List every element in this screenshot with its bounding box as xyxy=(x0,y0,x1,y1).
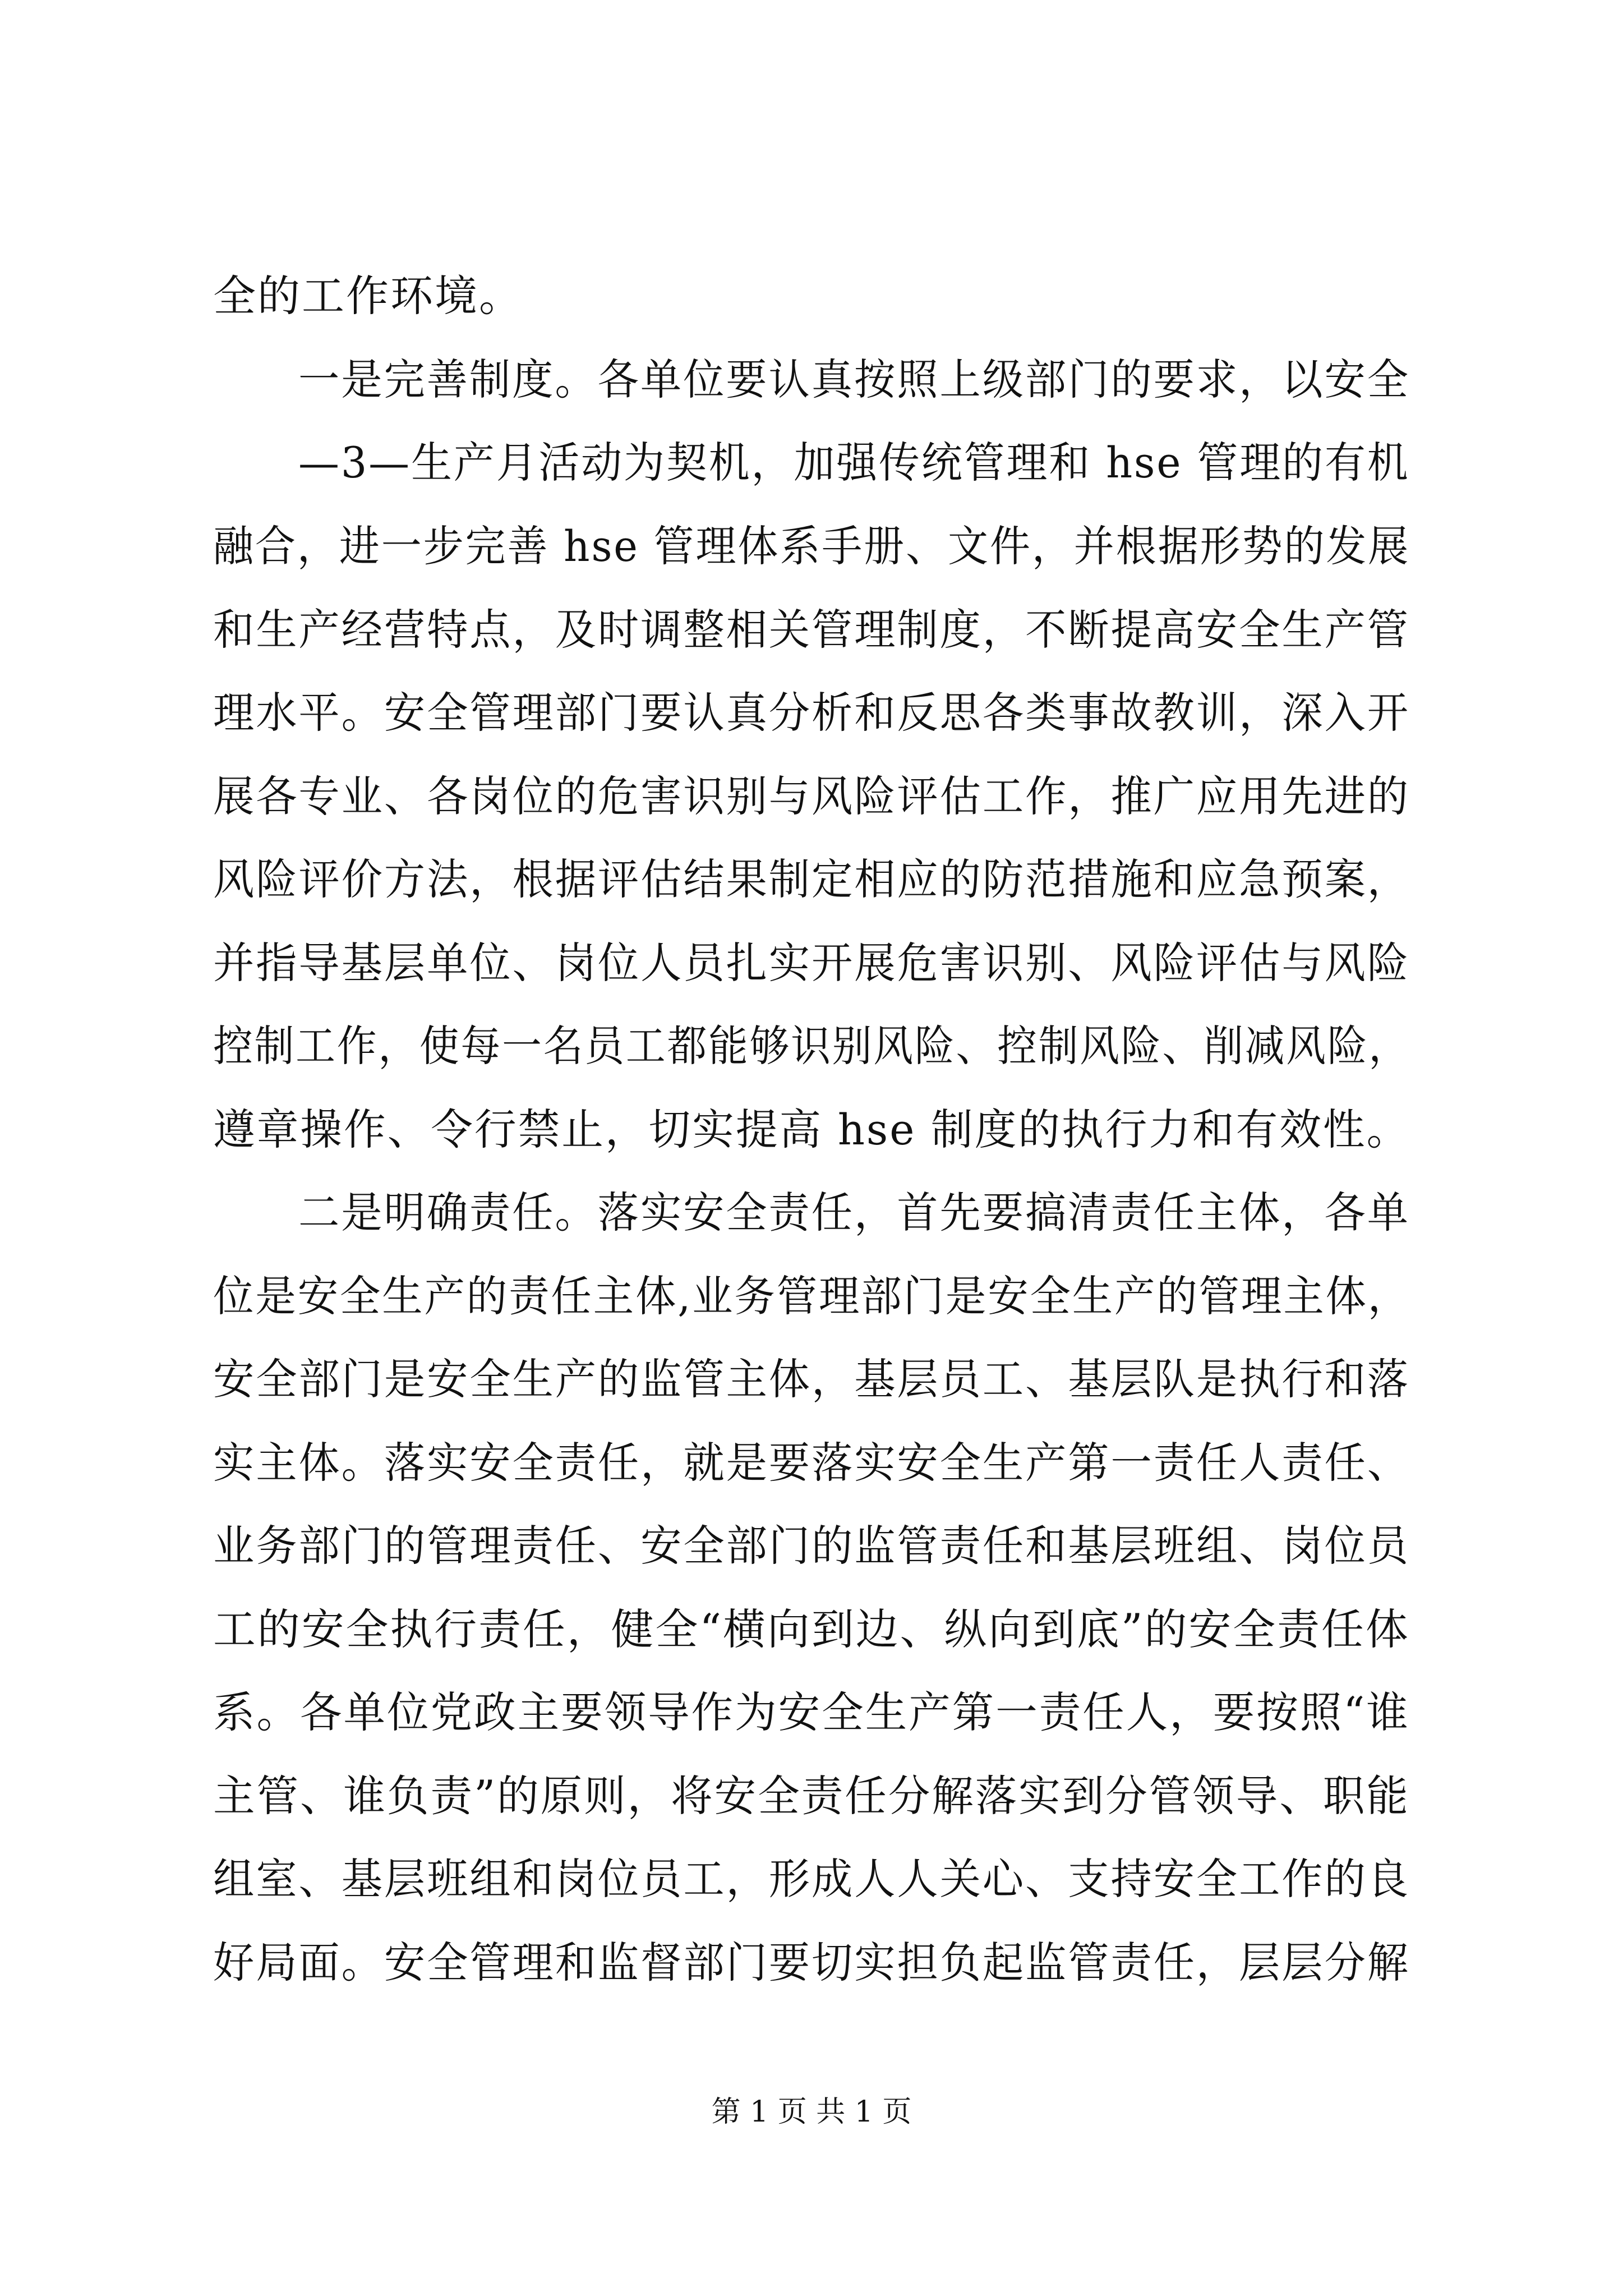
text-line: 全的工作环境。 xyxy=(213,271,523,321)
text-line: 业务部门的管理责任、安全部门的监管责任和基层班组、岗位员 xyxy=(213,1521,1410,1571)
text-line: 实主体。落实安全责任，就是要落实安全生产第一责任人责任、 xyxy=(213,1438,1410,1488)
text-line: —3—生产月活动为契机，加强传统管理和 hse 管理的有机 xyxy=(298,438,1410,487)
text-line: 安全部门是安全生产的监管主体，基层员工、基层队是执行和落 xyxy=(213,1354,1410,1404)
text-line: 主管、谁负责”的原则，将安全责任分解落实到分管领导、职能 xyxy=(213,1771,1410,1821)
text-line: 好局面。安全管理和监督部门要切实担负起监管责任，层层分解 xyxy=(213,1938,1410,1987)
paragraph-first-line: 一是完善制度。各单位要认真按照上级部门的要求，以安全 xyxy=(298,355,1410,404)
text-line: 风险评价方法，根据评估结果制定相应的防范措施和应急预案， xyxy=(213,854,1410,904)
text-line: 理水平。安全管理部门要认真分析和反思各类事故教训，深入开 xyxy=(213,688,1410,738)
text-line: 并指导基层单位、岗位人员扎实开展危害识别、风险评估与风险 xyxy=(213,938,1410,988)
text-line: 位是安全生产的责任主体,业务管理部门是安全生产的管理主体， xyxy=(213,1271,1410,1321)
text-line: 组室、基层班组和岗位员工，形成人人关心、支持安全工作的良 xyxy=(213,1854,1410,1904)
text-line: 融合，进一步完善 hse 管理体系手册、文件，并根据形势的发展 xyxy=(213,521,1410,571)
text-line: 展各专业、各岗位的危害识别与风险评估工作，推广应用先进的 xyxy=(213,771,1410,821)
text-line: 遵章操作、令行禁止，切实提高 hse 制度的执行力和有效性。 xyxy=(213,1105,1410,1154)
text-line: 控制工作，使每一名员工都能够识别风险、控制风险、削减风险， xyxy=(213,1021,1410,1071)
text-line: 和生产经营特点，及时调整相关管理制度，不断提高安全生产管 xyxy=(213,605,1410,655)
paragraph-first-line: 二是明确责任。落实安全责任，首先要搞清责任主体，各单 xyxy=(298,1188,1410,1237)
text-line: 系。各单位党政主要领导作为安全生产第一责任人，要按照“谁 xyxy=(213,1687,1410,1737)
text-line: 工的安全执行责任，健全“横向到边、纵向到底”的安全责任体 xyxy=(213,1604,1410,1654)
page-footer: 第 1 页 共 1 页 xyxy=(711,2095,912,2129)
